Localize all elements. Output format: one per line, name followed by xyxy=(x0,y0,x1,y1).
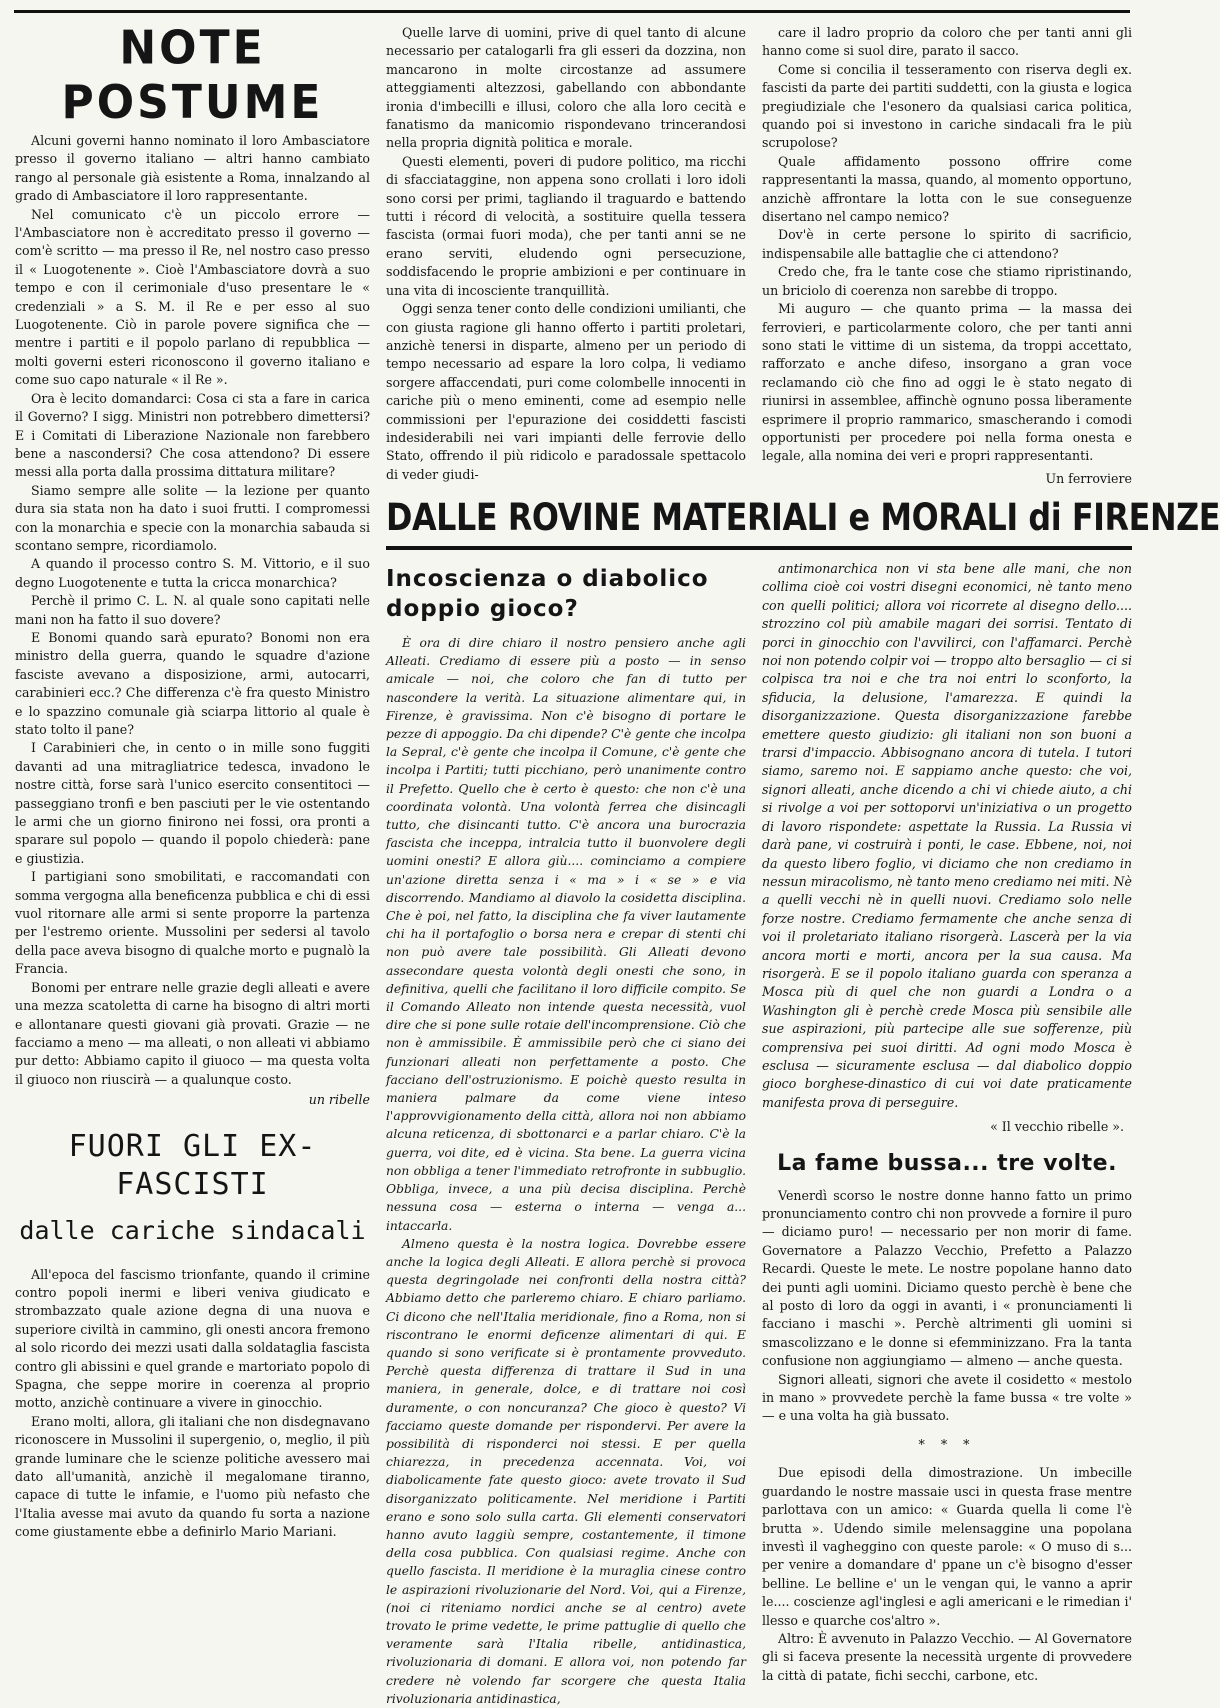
column-fuori-continued xyxy=(386,24,746,484)
column-note-postume xyxy=(15,21,370,1654)
paragraph: Quelle larve di uomini, prive di quel tanto di alcune necessario per catalogarli fra gli esseri da dozzina, non mancarono in molte circostanze ad assumere atteggiamenti altezzosi, gabellando con abbondante ironia d'imbecilli e illusi, coloro che alla loro cecità e fanatismo da manicomio rispondevano trincerandosi nella propria dignità politica e morale. xyxy=(386,25,746,151)
section-divider-stars: * * * xyxy=(918,1436,976,1452)
paragraph: Perchè il primo C. L. N. al quale sono capitati nelle mani non ha fatto il suo dovere? xyxy=(15,593,370,627)
paragraph: E Bonomi quando sarà epurato? Bonomi non era ministro della guerra, quando le squadre d'azione fasciste avevano a disposizione, armi, autocarri, carabinieri ecc.? Che differenza c'è fra questo Ministro e lo spazzino comunale già sciarpa littorio al quale è stato tolto il pane? xyxy=(15,629,370,737)
headline-la-fame-bussa: La fame bussa... tre volte. xyxy=(777,1150,1117,1176)
paragraph: Bonomi per entrare nelle grazie degli alleati e avere una mezza scatoletta di carne ha bisogno di altri morti e allontanare questi giovani già provati. Grazie — ne facciamo a meno — ma alleati, o non alleati vi abbiamo pur detto: Abbiamo capito il giuoco — ma questa volta il giuoco non riuscirà — a qualunque costo. xyxy=(15,979,370,1087)
banner-title: DALLE ROVINE MATERIALI e MORALI di FIRENZE xyxy=(386,496,1220,539)
paragraph: Dov'è in certe persone lo spirito di sacrificio, indispensabile alle battaglie che ci attendono? xyxy=(762,227,1132,261)
headline-fuori-gli-ex-fascisti: FUORI GLI EX-FASCISTI xyxy=(68,1128,317,1202)
paragraph: Almeno questa è la nostra logica. Dovrebbe essere anche la logica degli Alleati. E allora perchè si provoca questa degringolade nei confronti della nostra città? Abbiamo detto che parleremo chiaro. E chiaro parliamo. Ci dicono che nell'Italia meridionale, fino a Roma, non si riscontrano le enormi deficenze alimentari di qui. E quando si sono verificate si è prontamente provveduto. Perchè questa differenza di trattare il Sud in una maniera, in generale, dolce, e di trattare noi così duramente, o con noncuranza? Che gioco è questo? Vi facciamo queste domande per rispondervi. Per avere la possibilità di risponderci noi stessi. E per quella chiarezza, in precedenza accennata. Voi, voi diabolicamente fate questo gioco: avete trovato il Sud disorganizzato politicamente. Nel meridione i Partiti erano e sono solo sulla carta. Gli elementi conservatori hanno avuto laggiù sempre, costantemente, il timone della cosa pubblica. Con qualsiasi regime. Anche con quello fascista. Il meridione è la muraglia cinese contro le aspirazioni rivoluzionarie del Nord. Voi, qui a Firenze, (noi ci riteniamo nordici anche se al centro) avete trovato le prime vedette, le prime pattuglie di quello che veramente sarà l'Italia ribelle, antidinastica, rivoluzionaria di domani. E allora voi, non potendo far credere nè volendo far scorgere che questa Italia rivoluzionaria antidinastica, xyxy=(386,1236,746,1706)
paragraph: Alcuni governi hanno nominato il loro Ambasciatore presso il governo italiano — altri hanno cambiato rango al personale già esistente a Roma, innalzando al grado di Ambasciatore il loro rappresentante. xyxy=(15,133,370,204)
paragraph: Questi elementi, poveri di pudore politico, ma ricchi di sfacciataggine, non appena sono crollati i loro idoli sono corsi per primi, tagliando il traguardo e battendo tutti i récord di velocità, a sostituire quella tessera fascista (ormai fuori moda), che per tanti anni se ne erano serviti, eludendo ogni persecuzione, soddisfacendo le proprie ambizioni e per continuare in una vita di incosciente tranquillità. xyxy=(386,153,746,298)
paragraph: Quale affidamento possono offrire come rappresentanti la massa, quando, al momento opportuno, anzichè affrontare la lotta con le sue conseguenze disertano nel campo nemico? xyxy=(762,153,1132,225)
paragraph: A quando il processo contro S. M. Vittorio, e il suo degno Luogotenente e tutta la cricca monarchica? xyxy=(15,556,370,590)
paragraph: Siamo sempre alle solite — la lezione per quanto dura sia stata non ha dato i suoi frutti. I compromessi con la monarchia e specie con la monarchia sabauda si scontano sempre, ricordiamolo. xyxy=(15,482,370,553)
paragraph: antimonarchica non vi sta bene alle mani, che non collima cioè coi vostri disegni economici, nè tanto meno con quelli politici; allora voi ricorrete al disegno dello.... strozzino col più amabile magari dei sorrisi. Tentato di porci in ginocchio con l'avvilirci, con l'affamarci. Perchè noi non potendo colpir voi — troppo alto bersaglio — ci si colpisca tra noi e che tra noi entri lo sconforto, la sfiducia, la delusione, l'amarezza. E quindi la disorganizzazione. Questa disorganizzazione farebbe emettere questo giudizio: gli italiani non son buoni a trarsi d'impaccio. Abbisognano ancora di tutela. I tutori siamo, saremo noi. E sappiamo anche questo: che voi, signori alleati, anche dicendo a chi vi chiede aiuto, a chi si rivolge a voi per sottoporvi un'iniziativa o un progetto di lavoro rispondete: aspettate la Russia. La Russia vi darà pane, vi costruirà i ponti, le case. Ebbene, noi, noi da questo libero foglio, vi diciamo che non crediamo in nessun miracolismo, nè tanto meno crediamo nei miti. Nè a quelli vecchi nè in quelli nuovi. Crediamo solo nelle forze nostre. Crediamo fermamente che anche senza di voi il proletariato italiano risorgerà. Lascerà per la via ancora morti e morti, ancora per la sua causa. Ma risorgerà. E se il popolo italiano guarda con speranza a Mosca più di quel che non guardi a Londra o a Washington gli è perchè crede Mosca più sensibile alle sue aspirazioni, più partecipe alle sue sofferenze, più comprensiva pei suoi diritti. Ad ogni modo Mosca è esclusa — sicuramente esclusa — dal diabolico doppio gioco borghese-dinastico di cui voi date praticamente manifesta prova di perseguire. xyxy=(762,561,1132,1110)
paragraph: care il ladro proprio da coloro che per tanti anni gli hanno come si suol dire, parato il sacco. xyxy=(762,25,1132,59)
headline-note-postume: NOTE POSTUME xyxy=(61,21,324,130)
banner-dalle-rovine xyxy=(386,492,1220,550)
paragraph: Ora è lecito domandarci: Cosa ci sta a fare in carica il Governo? I sigg. Ministri non potrebbero dimettersi? E i Comitati di Liberazione Nazionale non farebbero bene a nascondersi? Che cosa attendono? Di essere messi alla porta dalla prossima dittatura militare? xyxy=(15,390,370,480)
paragraph: Credo che, fra le tante cose che stiamo ripristinando, un briciolo di coerenza non sarebbe di troppo. xyxy=(762,264,1132,298)
paragraph: Nel comunicato c'è un piccolo errore — l'Ambasciatore non è accreditato presso il governo — com'è scritto — ma presso il Re, nel nostro caso presso il « Luogotenente ». Cioè l'Ambasciatore dovrà a suo tempo e con il cerimoniale d'uso presentare le « credenziali » a S. M. il Re e per esso al suo Luogotenente. Ciò in parole povere significa che — mentre i partiti e il popolo parlano di repubblica — molti governi esteri riconoscono il governo italiano e come suo capo naturale « il Re ». xyxy=(15,206,370,388)
signature-un-ferroviere: Un ferroviere xyxy=(1045,470,1132,486)
paragraph: I Carabinieri che, in cento o in mille sono fuggiti davanti ad una mitragliatrice tedesca, invadono le nostre città, forse sarà l'unico esercito consentitoci — passeggiano tronfi e ben pasciuti per le vie ostentando le armi che un giorno finirono nei fossi, ora pronti a sparare sul popolo — quando il popolo chiederà: pane e giustizia. xyxy=(15,740,370,866)
column-vecchio-ribelle xyxy=(762,560,1132,1683)
paragraph: È ora di dire chiaro il nostro pensiero anche agli Alleati. Crediamo di essere più a posto — in senso amicale — noi, che coloro che fan di tutto per nascondere la verità. La situazione alimentare qui, in Firenze, è gravissima. Non c'è bisogno di portare le pezze di appoggio. Da chi dipende? C'è gente che incolpa la Sepral, c'è gente che incolpa il Comune, c'è gente che incolpa i Partiti; tutti picchiano, però unanimente contro il Prefetto. Quello che è certo è questo: che non c'è una coordinata volontà. Una volontà ferrea che disincagli tutto, che disincanti tutto. C'è ancora una burocrazia fascista che inceppa, intralcia tutto il buonvolere degli uomini onesti? E allora giù.... cominciamo a compiere un'azione diretta senza i « ma » i « se » e via discorrendo. Mandiamo al diavolo la cosidetta disciplina. Che è poi, nel fatto, la disciplina che fa viver lautamente chi ha il portafoglio o borsa nera e crepar di stenti chi non può avere tale possibilità. Gli Alleati devono assecondare questa volontà degli onesti che sono, in definitiva, quelli che facilitano il loro difficile compito. Se il Comando Alleato non intende questa necessità, vuol dire che si pone sulle rotaie dell'incomprensione. Ciò che non è ammissibile. È ammissibile però che ci siano dei funzionari alleati non perfettamente a posto. Che facciano dell'ostruzionismo. E poichè questo resulta in maniera palmare da come viene inteso l'approvvigionamento della città, allora noi non abbiamo alcuna reticenza, di sbottonarci e a parlar chiaro. C'è la guerra, voi dite, ed è vicina. Sta bene. La guerra vicina non obbliga a tener l'immediato retrofronte in subbuglio. Obbliga, invece, a una più decisa disciplina. Perchè nessuna cosa — esterna o interna — venga a... intaccarla. xyxy=(386,636,746,1233)
paragraph: Oggi senza tener conto delle condizioni umilianti, che con giusta ragione gli hanno offerto i partiti proletari, anzichè tenersi in disparte, almeno per un periodo di tempo necessario ad espare la loro colpa, li vediamo sorgere affaccendati, puri come colombelle innocenti in cariche più o meno eminenti, come ad esempio nelle commissioni per l'epurazione dei cosiddetti fascisti indesiderabili nei vari impianti delle ferrovie dello Stato, offrendo il più ridicolo e paradossale spettacolo di veder giudi- xyxy=(386,301,746,482)
paragraph: Altro: È avvenuto in Palazzo Vecchio. — Al Governatore gli si faceva presente la necessità urgente di provvedere la città di patate, fichi secchi, carbone, etc. xyxy=(762,1630,1132,1683)
subheadline-cariche-sindacali: dalle cariche sindacali xyxy=(19,1215,366,1245)
paragraph: Signori alleati, signori che avete il cosidetto « mestolo in mano » provvedete perchè la fame bussa « tre volte » — e una volta ha già bussato. xyxy=(762,1371,1132,1424)
top-rule xyxy=(14,10,1130,13)
paragraph: Mi auguro — che quanto prima — la massa dei ferrovieri, e particolarmente coloro, che per tanti anni sono stati le vittime di un sistema, da troppi accettato, rafforzato e anche difeso, insorgano a gran voce reclamando ciò che fino ad oggi le è stato negato di riunirsi in assemblee, affinchè ognuno possa liberamente esprimere il proprio rammarico, smascherando i comodi opportunisti per procedere poi nella forma onesta e legale, alla nomina dei veri e propri rappresentanti. xyxy=(762,301,1132,464)
paragraph: Venerdì scorso le nostre donne hanno fatto un primo pronunciamento contro chi non provvede a fornire il puro — diciamo puro! — necessario per non morir di fame. Governatore a Palazzo Vecchio, Prefetto a Palazzo Recardi. Queste le mete. Le nostre popolane hanno dato dei punti agli uomini. Diciamo questo perchè è bene che al posto di loro da oggi in avanti, i « pronunciamenti li facciano i maschi ». Perchè altrimenti gli uomini si smascolizzano e le donne si efemminizzano. Fra la tanta confusione non aggiungiamo — almeno — anche questa. xyxy=(762,1187,1132,1369)
headline-incoscienza: Incoscienza o diabolico doppio gioco? xyxy=(386,566,709,622)
paragraph: Erano molti, allora, gli italiani che non disdegnavano riconoscere in Mussolini il supergenio, o, meglio, il più grande luminare che le scienze politiche avessero mai dato all'umanità, anzichè il megalomane tiranno, capace di tutte le infamie, e l'uomo più nefasto che l'Italia avesse mai avuto da quando fu sorta a nazione come giustamente ebbe a definirlo Mario Mariani. xyxy=(15,1413,370,1540)
column-incoscienza xyxy=(386,560,746,1706)
signature-un-ribelle: un ribelle xyxy=(308,1092,370,1108)
paragraph: Due episodi della dimostrazione. Un imbecille guardando le nostre massaie usci in questa frase mentre parlottava con un amico: « Guarda quella li come l'è brutta ». Udendo simile melensaggine una popolana investì il vagheggino con queste parole: « O muso di s... per venire a domandare d' ppane un c'è bisogno d'esser belline. Le belline e' un le vengan qui, le vanno a aprir le.... coscienze agl'inglesi e agli americani e le rimedian i' llesso e quarche cos'altro ». xyxy=(762,1465,1132,1628)
column-ferroviere xyxy=(762,24,1132,484)
signature-vecchio-ribelle: « Il vecchio ribelle ». xyxy=(990,1119,1124,1135)
paragraph: All'epoca del fascismo trionfante, quando il crimine contro popoli inermi e liberi veniva giudicato e strombazzato quale azione degna di una nuova e superiore civiltà in cammino, gli onesti ancora fremono al solo ricordo dei mezzi usati dalla soldataglia fascista contro gli abissini e quel grande e martoriato popolo di Spagna, che seppe morire in coerenza al proprio motto, anzichè continuare a vivere in ginocchio. xyxy=(15,1266,370,1411)
paragraph: Come si concilia il tesseramento con riserva degli ex. fascisti da parte dei partiti suddetti, con la giusta e logica pregiudiziale che l'esonero da qualsiasi carica politica, quando poi si investono in cariche sindacali fra le più scrupolose? xyxy=(762,61,1132,151)
paragraph: I partigiani sono smobilitati, e raccomandati con somma vergogna alla beneficenza pubblica e chi di essi vuol ritornare alle armi si sente proporre la partenza per l'estremo oriente. Mussolini per sedersi al tavolo della pace aveva bisogno di qualche morto e pugnalò la Francia. xyxy=(15,869,370,977)
